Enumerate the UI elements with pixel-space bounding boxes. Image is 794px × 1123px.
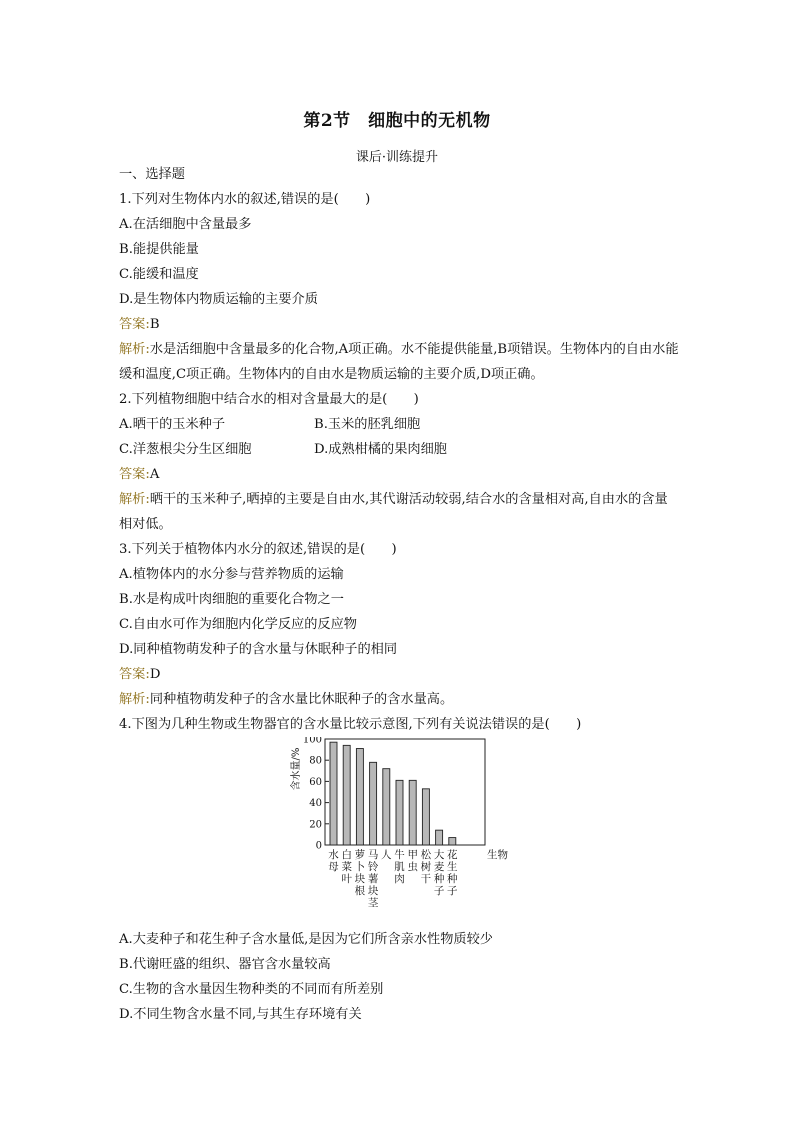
y-axis-label: 含水量/% bbox=[291, 747, 302, 791]
bar bbox=[396, 780, 403, 845]
q2-answer-row bbox=[119, 462, 679, 487]
category-label: 牛 bbox=[394, 849, 405, 861]
q1-answer-row bbox=[119, 312, 679, 337]
page-subtitle: 课后·训练提升 bbox=[355, 150, 439, 165]
bar bbox=[422, 789, 429, 845]
bar bbox=[383, 769, 390, 845]
bar bbox=[370, 762, 377, 845]
q4-stem: 4.下图为几种生物或生物器官的含水量比较示意图,下列有关说法错误的是( ) bbox=[119, 717, 582, 732]
category-label: 水 bbox=[328, 849, 339, 861]
q1-analysis: 水是活细胞中含量最多的化合物,A项正确。水不能提供能量,B项错误。生物体内的自由水能缓和温度,C项正确。生物体内的自由水是物质运输的主要介质,D项正确。 bbox=[119, 342, 679, 382]
q1-analysis-label: 解析: bbox=[119, 342, 150, 357]
category-label: 母 bbox=[328, 861, 339, 873]
content-body bbox=[119, 162, 679, 1027]
y-tick-label: 60 bbox=[309, 776, 322, 788]
q1-option-c: C.能缓和温度 bbox=[119, 267, 199, 282]
q2-stem: 2.下列植物细胞中结合水的相对含量最大的是( ) bbox=[119, 392, 419, 407]
q4-option-d: D.不同生物含水量不同,与其生存环境有关 bbox=[119, 1007, 362, 1022]
category-label: 种 bbox=[433, 873, 445, 885]
q1-option-d: D.是生物体内物质运输的主要介质 bbox=[119, 292, 318, 307]
category-label: 子 bbox=[433, 885, 445, 897]
q3-answer-row bbox=[119, 662, 679, 687]
q3-answer-label: 答案: bbox=[119, 667, 150, 682]
section-heading: 一、选择题 bbox=[119, 167, 185, 182]
category-label: 块 bbox=[367, 885, 379, 897]
y-tick-label: 80 bbox=[309, 755, 322, 767]
category-label: 子 bbox=[447, 885, 458, 897]
q1-option-a: A.在活细胞中含量最多 bbox=[119, 217, 252, 232]
category-label: 白 bbox=[341, 849, 352, 861]
bar bbox=[409, 780, 416, 845]
category-label: 铃 bbox=[367, 861, 379, 873]
q2-analysis-row bbox=[119, 487, 679, 537]
category-label: 马 bbox=[367, 849, 379, 861]
q2-options-row-2 bbox=[119, 437, 679, 462]
q3-option-c: C.自由水可作为细胞内化学反应的反应物 bbox=[119, 617, 357, 632]
category-label: 生 bbox=[447, 861, 458, 873]
q3-option-b: B.水是构成叶肉细胞的重要化合物之一 bbox=[119, 592, 344, 607]
q2-option-d: D.成熟柑橘的果肉细胞 bbox=[314, 442, 447, 457]
q2-option-a: A.晒干的玉米种子 bbox=[119, 417, 226, 432]
q3-option-d: D.同种植物萌发种子的含水量与休眠种子的相同 bbox=[119, 642, 398, 657]
category-label: 薯 bbox=[367, 873, 379, 885]
q1-analysis-row bbox=[119, 337, 679, 387]
category-label: 麦 bbox=[433, 861, 445, 873]
category-label: 大 bbox=[433, 849, 445, 861]
water-content-chart bbox=[119, 737, 679, 927]
q2-answer: A bbox=[149, 467, 160, 482]
q4-option-c: C.生物的含水量因生物种类的不同而有所差别 bbox=[119, 982, 384, 997]
bar bbox=[436, 830, 443, 845]
category-label: 根 bbox=[354, 885, 366, 897]
bar bbox=[356, 749, 363, 845]
category-label: 种 bbox=[447, 873, 458, 885]
category-label: 肉 bbox=[394, 873, 405, 885]
category-label: 菜 bbox=[341, 861, 352, 873]
q2-answer-label: 答案: bbox=[119, 467, 150, 482]
q2-options-row-1 bbox=[119, 412, 679, 437]
q2-analysis: 晒干的玉米种子,晒掉的主要是自由水,其代谢活动较弱,结合水的含量相对高,自由水的含量相对低。 bbox=[119, 492, 668, 532]
category-label: 虫 bbox=[407, 861, 418, 873]
q3-stem: 3.下列关于植物体内水分的叙述,错误的是( ) bbox=[119, 542, 397, 557]
category-label: 松 bbox=[420, 849, 432, 861]
q3-analysis-row bbox=[119, 687, 679, 712]
bar bbox=[330, 742, 337, 845]
category-label: 卜 bbox=[354, 861, 366, 873]
y-tick-label: 20 bbox=[309, 819, 322, 831]
q2-option-c: C.洋葱根尖分生区细胞 bbox=[119, 442, 252, 457]
category-label: 树 bbox=[420, 861, 432, 873]
q1-answer-label: 答案: bbox=[119, 317, 150, 332]
q1-answer: B bbox=[149, 317, 160, 332]
category-label: 萝 bbox=[354, 849, 366, 861]
q2-analysis-label: 解析: bbox=[119, 492, 150, 507]
y-tick-label: 0 bbox=[315, 840, 322, 852]
q1-stem: 1.下列对生物体内水的叙述,错误的是( ) bbox=[119, 192, 371, 207]
bar-chart bbox=[119, 737, 679, 927]
bar bbox=[449, 838, 456, 845]
y-tick-label: 100 bbox=[302, 737, 322, 746]
q3-answer: D bbox=[149, 667, 161, 682]
bar bbox=[343, 745, 350, 845]
q3-analysis: 同种植物萌发种子的含水量比休眠种子的含水量高。 bbox=[149, 692, 454, 707]
category-label: 叶 bbox=[341, 873, 352, 885]
category-label: 甲 bbox=[407, 849, 418, 861]
q1-option-b: B.能提供能量 bbox=[119, 242, 199, 257]
q4-option-a: A.大麦种子和花生种子含水量低,是因为它们所含亲水性物质较少 bbox=[119, 932, 493, 947]
q4-option-b: B.代谢旺盛的组织、器官含水量较高 bbox=[119, 957, 331, 972]
category-label: 人 bbox=[381, 849, 392, 861]
page-title: 第2节 细胞中的无机物 bbox=[303, 111, 491, 131]
q2-option-b: B.玉米的胚乳细胞 bbox=[314, 417, 421, 432]
category-label: 花 bbox=[447, 849, 458, 861]
category-label: 茎 bbox=[367, 897, 379, 909]
q3-option-a: A.植物体内的水分参与营养物质的运输 bbox=[119, 567, 344, 582]
category-label: 块 bbox=[354, 873, 366, 885]
q3-analysis-label: 解析: bbox=[119, 692, 150, 707]
category-label: 干 bbox=[420, 873, 432, 885]
y-tick-label: 40 bbox=[309, 798, 322, 810]
category-label: 肌 bbox=[394, 861, 405, 873]
x-axis-label: 生物 bbox=[487, 849, 508, 861]
